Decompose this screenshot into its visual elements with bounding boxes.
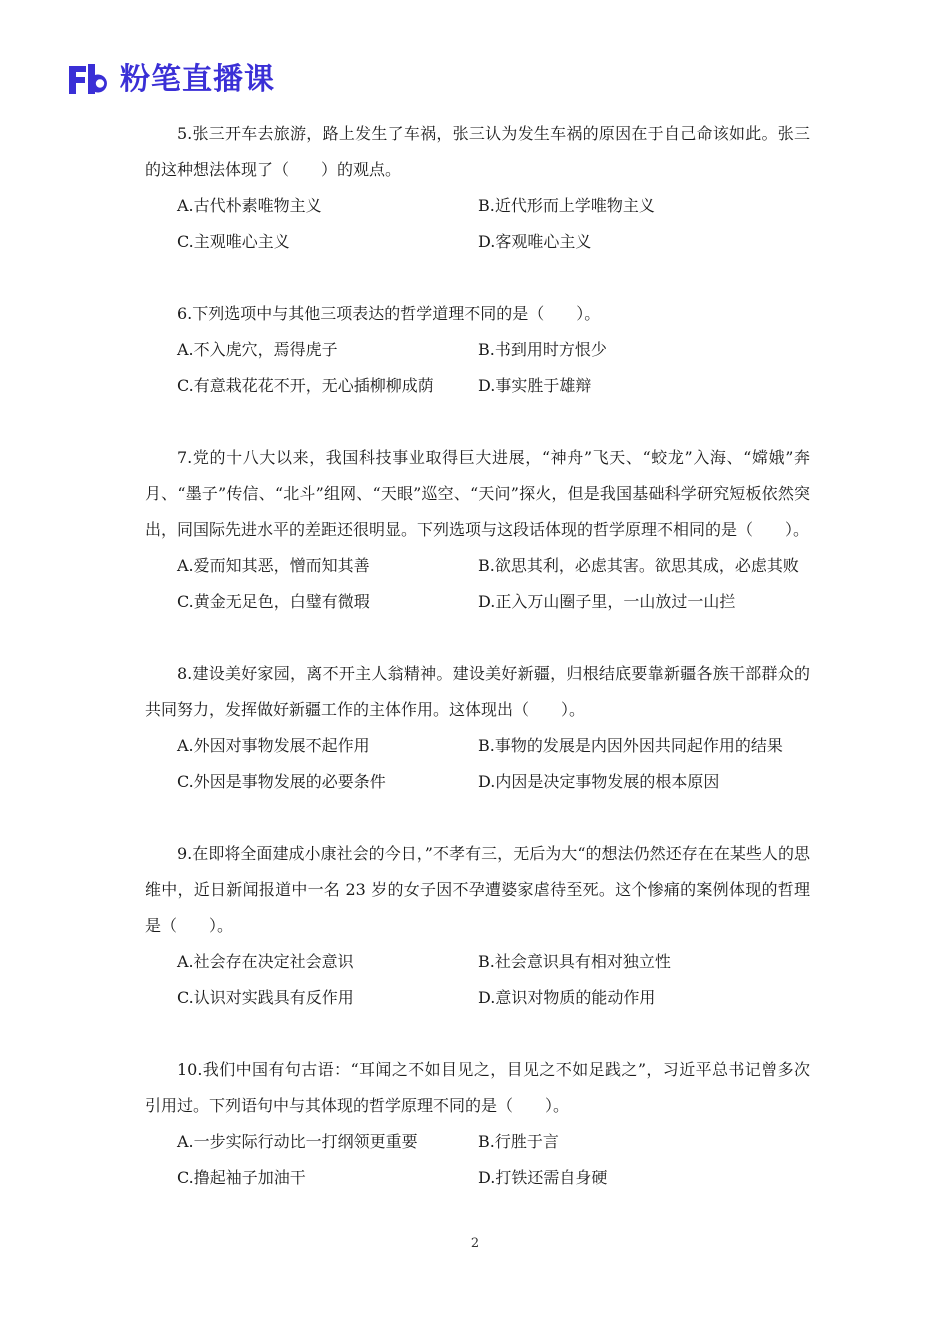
option-b: B.近代形而上学唯物主义 bbox=[478, 196, 655, 215]
option-a: A.社会存在决定社会意识 bbox=[177, 952, 354, 971]
option-b: B.书到用时方恨少 bbox=[478, 340, 607, 359]
option-d: D.事实胜于雄辩 bbox=[478, 376, 592, 395]
question-list bbox=[145, 116, 810, 1232]
options-grid bbox=[145, 332, 810, 404]
option-a: A.一步实际行动比一打纲领更重要 bbox=[177, 1132, 418, 1151]
question-stem: 6.下列选项中与其他三项表达的哲学道理不同的是（ ）。 bbox=[177, 304, 601, 323]
question-9 bbox=[145, 836, 810, 1016]
question-7 bbox=[145, 440, 810, 620]
option-d: D.内因是决定事物发展的根本原因 bbox=[478, 772, 720, 791]
option-b: B.行胜于言 bbox=[478, 1132, 559, 1151]
options-grid bbox=[145, 188, 810, 260]
fenbi-fb-icon bbox=[66, 62, 114, 98]
page-number: 2 bbox=[470, 1236, 480, 1251]
question-stem: 9.在即将全面建成小康社会的今日，”不孝有三，无后为大“的想法仍然还存在在某些人的思维中，近日新闻报道中一名 23 岁的女子因不孕遭婆家虐待至死。这个惨痛的案例体现的哲理是（ ）。 bbox=[145, 844, 810, 935]
question-stem: 10.我们中国有句古语：“耳闻之不如目见之，目见之不如足践之”，习近平总书记曾多次引用过。下列语句中与其体现的哲学原理不同的是（ ）。 bbox=[145, 1060, 810, 1115]
option-c: C.撸起袖子加油干 bbox=[177, 1168, 306, 1187]
question-6 bbox=[145, 296, 810, 404]
option-a: A.古代朴素唯物主义 bbox=[177, 196, 322, 215]
option-d: D.正入万山圈子里，一山放过一山拦 bbox=[478, 592, 736, 611]
option-c: C.认识对实践具有反作用 bbox=[177, 988, 354, 1007]
option-b: B.事物的发展是内因外因共同起作用的结果 bbox=[478, 736, 783, 755]
option-b: B.社会意识具有相对独立性 bbox=[478, 952, 671, 971]
options-grid bbox=[145, 1124, 810, 1196]
option-c: C.黄金无足色，白璧有微瑕 bbox=[177, 592, 370, 611]
option-d: D.客观唯心主义 bbox=[478, 232, 592, 251]
options-grid bbox=[145, 728, 810, 800]
option-c: C.外因是事物发展的必要条件 bbox=[177, 772, 386, 791]
question-stem: 5.张三开车去旅游，路上发生了车祸，张三认为发生车祸的原因在于自己命该如此。张三的这种想法体现了（ ）的观点。 bbox=[145, 124, 810, 179]
option-c: C.主观唯心主义 bbox=[177, 232, 290, 251]
question-8 bbox=[145, 656, 810, 800]
question-5 bbox=[145, 116, 810, 260]
option-a: A.外因对事物发展不起作用 bbox=[177, 736, 370, 755]
option-d: D.意识对物质的能动作用 bbox=[478, 988, 656, 1007]
option-b: B.欲思其利，必虑其害。欲思其成，必虑其败 bbox=[478, 556, 799, 575]
options-grid bbox=[145, 548, 810, 620]
question-stem: 7.党的十八大以来，我国科技事业取得巨大进展，“神舟”飞天、“蛟龙”入海、“嫦娥”奔月、“墨子”传信、“北斗”组网、“天眼”巡空、“天问”探火，但是我国基础科学研究短板依然突出，同国际先进水平的差距还很明显。下列选项与这段话体现的哲学原理不相同的是（ ）。 bbox=[145, 448, 810, 539]
option-a: A.不入虎穴，焉得虎子 bbox=[177, 340, 338, 359]
logo-text: 粉笔直播课 bbox=[120, 62, 275, 97]
option-d: D.打铁还需自身硬 bbox=[478, 1168, 608, 1187]
question-10 bbox=[145, 1052, 810, 1196]
question-stem: 8.建设美好家园，离不开主人翁精神。建设美好新疆，归根结底要靠新疆各族干部群众的共同努力，发挥做好新疆工作的主体作用。这体现出（ ）。 bbox=[145, 664, 810, 719]
options-grid bbox=[145, 944, 810, 1016]
option-c: C.有意栽花花不开，无心插柳柳成荫 bbox=[177, 376, 434, 395]
option-a: A.爱而知其恶，憎而知其善 bbox=[177, 556, 370, 575]
brand-logo bbox=[66, 60, 275, 100]
